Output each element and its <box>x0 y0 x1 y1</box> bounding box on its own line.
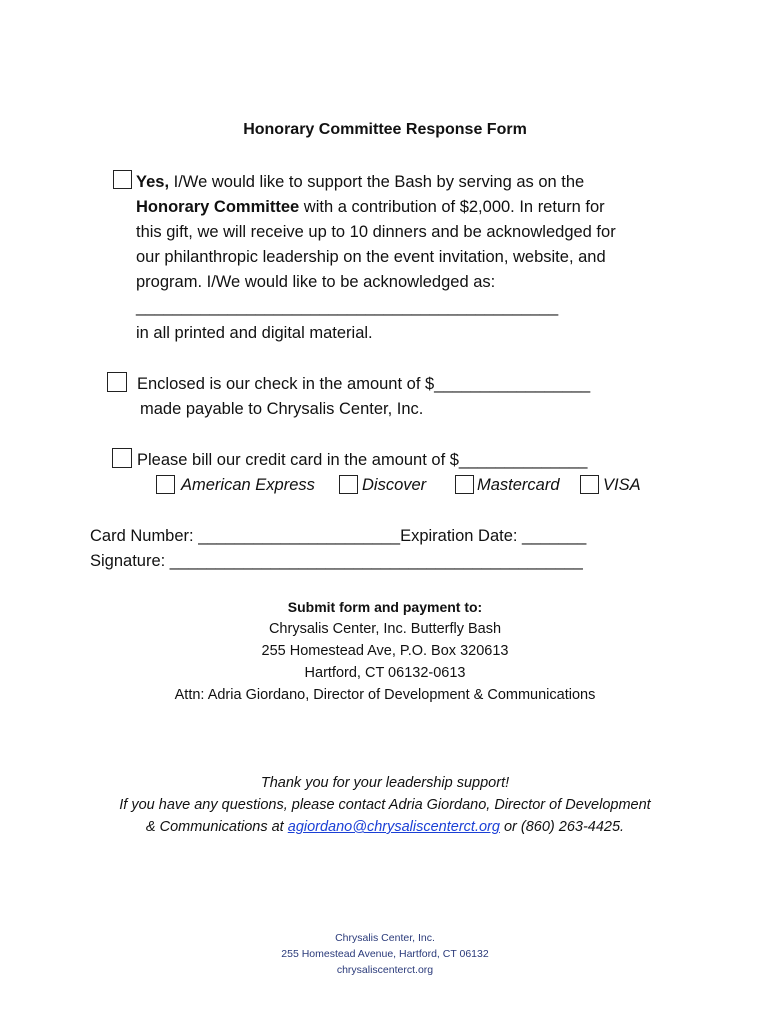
yes-line-1 <box>136 170 584 195</box>
honorary-committee-label: Honorary Committee <box>136 198 300 216</box>
visa-checkbox[interactable] <box>580 475 599 494</box>
footer-org: Chrysalis Center, Inc. <box>335 932 435 944</box>
signature-field[interactable]: Signature: _____________________________________________ <box>90 552 583 570</box>
amex-label: American Express <box>181 476 315 494</box>
submit-heading: Submit form and payment to: <box>287 599 483 615</box>
mastercard-label: Mastercard <box>477 476 560 494</box>
yes-line-7: in all printed and digital material. <box>136 324 373 342</box>
submit-line-4: Attn: Adria Giordano, Director of Development & Communications <box>174 687 596 703</box>
submit-line-3: Hartford, CT 06132-0613 <box>304 665 466 681</box>
contact-email-link[interactable]: agiordano@chrysaliscenterct.org <box>287 819 500 835</box>
discover-checkbox[interactable] <box>339 475 358 494</box>
thanks-line-3 <box>0 816 770 838</box>
submit-line-1: Chrysalis Center, Inc. Butterfly Bash <box>268 621 502 637</box>
discover-label: Discover <box>362 476 427 494</box>
yes-line-1-text: I/We would like to support the Bash by serving as on the <box>169 173 585 191</box>
credit-amount-field[interactable]: Please bill our credit card in the amount of $______________ <box>137 451 588 469</box>
yes-line-5: program. I/We would like to be acknowledged as: <box>136 273 496 291</box>
thanks-line-1: Thank you for your leadership support! <box>260 775 510 791</box>
credit-card-checkbox[interactable] <box>112 448 132 468</box>
check-amount-field[interactable]: Enclosed is our check in the amount of $_________________ <box>137 375 591 393</box>
acknowledgement-name-field[interactable]: ______________________________________________ <box>136 298 559 316</box>
mastercard-checkbox[interactable] <box>455 475 474 494</box>
card-number-field[interactable]: Card Number: ______________________Expiration Date: _______ <box>90 527 587 545</box>
yes-line-2 <box>136 195 605 220</box>
thanks-line-3-pre: & Communications at <box>145 819 288 835</box>
thanks-line-3-post: or (860) 263-4425. <box>499 819 625 835</box>
yes-checkbox[interactable] <box>113 170 132 189</box>
yes-line-2-text: with a contribution of $2,000. In return for <box>299 198 605 216</box>
amex-checkbox[interactable] <box>156 475 175 494</box>
footer-site: chrysaliscenterct.org <box>336 964 434 976</box>
footer-address: 255 Homestead Avenue, Hartford, CT 06132 <box>281 948 489 960</box>
yes-label: Yes, <box>136 173 170 191</box>
submit-line-2: 255 Homestead Ave, P.O. Box 320613 <box>261 643 509 659</box>
form-title: Honorary Committee Response Form <box>243 121 527 138</box>
check-payable-text: made payable to Chrysalis Center, Inc. <box>140 400 424 418</box>
check-checkbox[interactable] <box>107 372 127 392</box>
yes-line-3: this gift, we will receive up to 10 dinners and be acknowledged for <box>136 223 616 241</box>
visa-label: VISA <box>603 476 641 494</box>
yes-line-4: our philanthropic leadership on the event invitation, website, and <box>136 248 606 266</box>
thanks-line-2: If you have any questions, please contact Adria Giordano, Director of Development <box>119 797 651 813</box>
